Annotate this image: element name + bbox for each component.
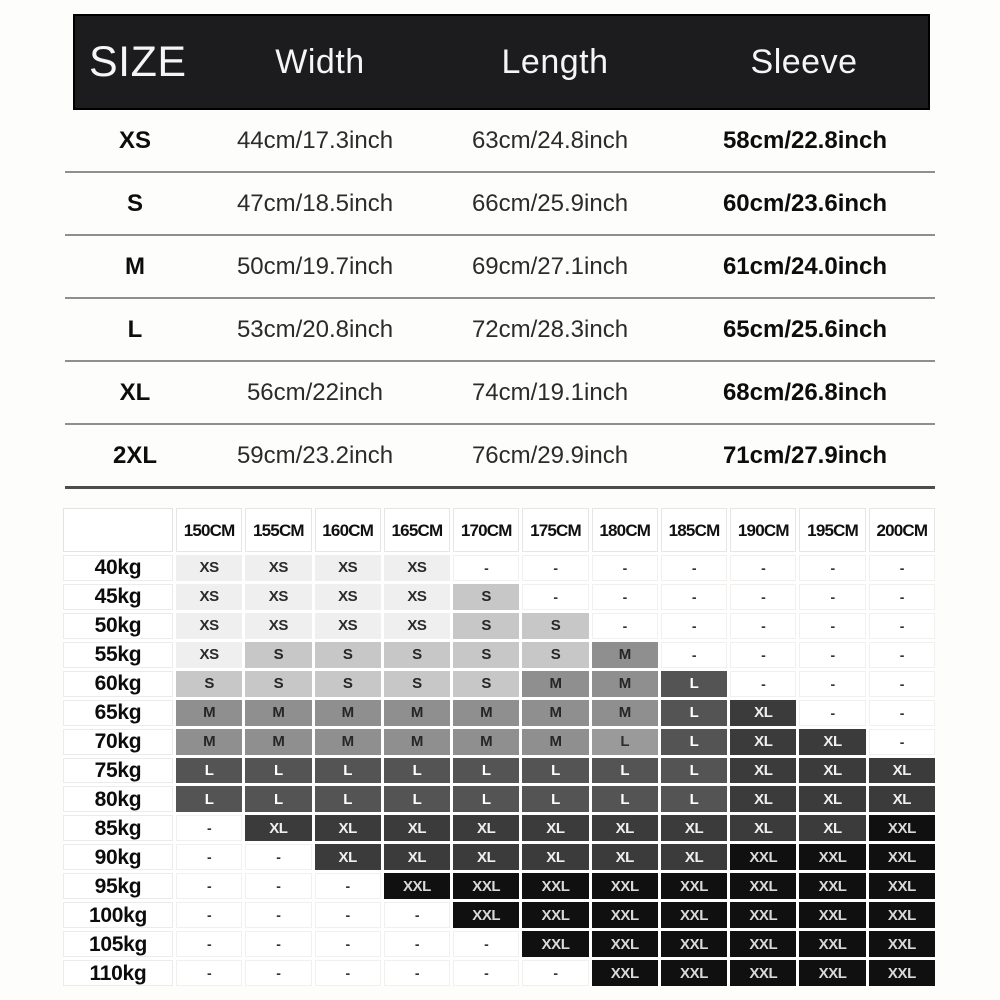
length-value: 72cm/28.3inch <box>471 315 629 343</box>
matrix-cell-empty: - <box>661 555 727 581</box>
matrix-cell-size: XL <box>869 786 935 812</box>
size-table-header-bar <box>73 14 930 110</box>
matrix-cell-size: XL <box>799 815 865 841</box>
matrix-cell-size: S <box>176 671 242 697</box>
matrix-weight-label: 65kg <box>63 700 173 726</box>
matrix-cell-empty: - <box>869 555 935 581</box>
matrix-height-header: 165CM <box>384 508 450 552</box>
matrix-cell-size: L <box>176 786 242 812</box>
header-width: Width <box>275 42 365 81</box>
matrix-cell-empty: - <box>245 902 311 928</box>
matrix-cell-empty: - <box>799 671 865 697</box>
matrix-cell-size: XS <box>176 555 242 581</box>
matrix-cell-size: XS <box>176 584 242 610</box>
matrix-weight-label: 75kg <box>63 758 173 784</box>
matrix-cell-size: XXL <box>661 931 727 957</box>
matrix-cell-size: S <box>453 642 519 668</box>
matrix-cell-empty: - <box>453 960 519 986</box>
matrix-cell-empty: - <box>176 902 242 928</box>
matrix-height-header: 155CM <box>245 508 311 552</box>
matrix-cell-size: XS <box>315 613 381 639</box>
matrix-cell-empty: - <box>661 642 727 668</box>
matrix-cell-size: L <box>384 786 450 812</box>
matrix-cell-empty: - <box>315 931 381 957</box>
matrix-cell-size: L <box>245 786 311 812</box>
matrix-cell-size: M <box>315 700 381 726</box>
matrix-cell-empty: - <box>730 642 796 668</box>
matrix-cell-size: XXL <box>661 960 727 986</box>
header-length: Length <box>501 42 609 81</box>
matrix-cell-size: XL <box>384 844 450 870</box>
size-spec-row <box>65 362 935 425</box>
matrix-height-header: 160CM <box>315 508 381 552</box>
matrix-cell-empty: - <box>176 873 242 899</box>
matrix-cell-size: M <box>453 729 519 755</box>
matrix-cell-size: XL <box>661 844 727 870</box>
matrix-cell-size: XXL <box>799 931 865 957</box>
matrix-cell-size: XXL <box>661 873 727 899</box>
matrix-cell-size: XL <box>592 815 658 841</box>
matrix-weight-label: 45kg <box>63 584 173 610</box>
matrix-cell-size: XL <box>730 729 796 755</box>
matrix-cell-size: XXL <box>799 873 865 899</box>
matrix-cell-size: XXL <box>869 931 935 957</box>
matrix-cell-empty: - <box>522 555 588 581</box>
matrix-cell-size: L <box>661 758 727 784</box>
matrix-cell-size: L <box>592 729 658 755</box>
sleeve-value: 68cm/26.8inch <box>722 378 888 406</box>
matrix-cell-empty: - <box>176 815 242 841</box>
matrix-cell-size: XL <box>522 815 588 841</box>
matrix-cell-empty: - <box>730 584 796 610</box>
width-value: 59cm/23.2inch <box>236 441 394 469</box>
matrix-cell-size: M <box>245 700 311 726</box>
length-value: 63cm/24.8inch <box>471 126 629 154</box>
matrix-cell-empty: - <box>384 902 450 928</box>
matrix-cell-size: XXL <box>799 844 865 870</box>
matrix-cell-size: XL <box>869 758 935 784</box>
matrix-cell-size: XXL <box>730 960 796 986</box>
matrix-cell-size: XXL <box>730 873 796 899</box>
matrix-cell-size: XXL <box>453 902 519 928</box>
matrix-cell-size: XXL <box>869 902 935 928</box>
matrix-cell-empty: - <box>799 642 865 668</box>
matrix-weight-label: 80kg <box>63 786 173 812</box>
matrix-cell-empty: - <box>869 642 935 668</box>
matrix-cell-size: XXL <box>522 931 588 957</box>
matrix-cell-size: S <box>453 671 519 697</box>
matrix-cell-size: XL <box>730 758 796 784</box>
matrix-cell-empty: - <box>869 671 935 697</box>
matrix-cell-size: S <box>245 671 311 697</box>
matrix-cell-size: S <box>315 642 381 668</box>
matrix-height-header: 185CM <box>661 508 727 552</box>
size-spec-table <box>65 110 935 489</box>
matrix-cell-size: S <box>384 642 450 668</box>
matrix-cell-size: L <box>592 786 658 812</box>
matrix-cell-empty: - <box>799 555 865 581</box>
size-label: XL <box>119 378 151 406</box>
matrix-weight-label: 90kg <box>63 844 173 870</box>
size-spec-row <box>65 110 935 173</box>
matrix-cell-size: L <box>315 758 381 784</box>
matrix-cell-empty: - <box>245 931 311 957</box>
matrix-height-header: 170CM <box>453 508 519 552</box>
size-label: 2XL <box>112 441 157 469</box>
header-sleeve: Sleeve <box>750 42 858 81</box>
matrix-cell-size: L <box>661 729 727 755</box>
matrix-cell-size: L <box>661 700 727 726</box>
matrix-height-header: 180CM <box>592 508 658 552</box>
size-label: M <box>125 252 145 280</box>
width-value: 47cm/18.5inch <box>236 189 394 217</box>
matrix-cell-size: XXL <box>799 960 865 986</box>
sleeve-value: 60cm/23.6inch <box>722 189 888 217</box>
matrix-cell-size: XXL <box>592 931 658 957</box>
matrix-cell-size: S <box>245 642 311 668</box>
matrix-cell-size: M <box>522 700 588 726</box>
size-label: XS <box>118 126 151 154</box>
matrix-cell-size: XS <box>315 584 381 610</box>
matrix-cell-size: XXL <box>869 815 935 841</box>
matrix-cell-size: XS <box>384 584 450 610</box>
matrix-cell-size: S <box>315 671 381 697</box>
matrix-weight-label: 95kg <box>63 873 173 899</box>
matrix-cell-empty: - <box>522 960 588 986</box>
matrix-cell-size: XS <box>176 642 242 668</box>
matrix-cell-size: XXL <box>453 873 519 899</box>
matrix-cell-empty: - <box>245 960 311 986</box>
matrix-cell-size: S <box>453 613 519 639</box>
matrix-cell-size: XL <box>592 844 658 870</box>
matrix-cell-size: XL <box>384 815 450 841</box>
matrix-cell-size: XXL <box>384 873 450 899</box>
matrix-cell-size: XL <box>453 844 519 870</box>
matrix-cell-size: XL <box>315 815 381 841</box>
sleeve-value: 65cm/25.6inch <box>722 315 888 343</box>
matrix-cell-size: M <box>522 729 588 755</box>
matrix-weight-label: 60kg <box>63 671 173 697</box>
matrix-cell-size: L <box>661 671 727 697</box>
matrix-cell-size: XXL <box>661 902 727 928</box>
matrix-cell-empty: - <box>869 613 935 639</box>
matrix-cell-size: S <box>384 671 450 697</box>
matrix-cell-size: XL <box>245 815 311 841</box>
matrix-cell-size: XXL <box>592 902 658 928</box>
matrix-cell-empty: - <box>384 960 450 986</box>
matrix-cell-size: M <box>176 729 242 755</box>
matrix-cell-size: XXL <box>799 902 865 928</box>
size-label: S <box>126 189 143 217</box>
matrix-cell-size: L <box>384 758 450 784</box>
matrix-cell-size: M <box>176 700 242 726</box>
matrix-cell-size: XL <box>799 786 865 812</box>
matrix-cell-size: XL <box>799 758 865 784</box>
matrix-cell-size: XS <box>384 555 450 581</box>
matrix-cell-size: M <box>592 642 658 668</box>
matrix-cell-empty: - <box>592 584 658 610</box>
matrix-cell-empty: - <box>730 555 796 581</box>
matrix-cell-size: L <box>245 758 311 784</box>
sleeve-value: 61cm/24.0inch <box>722 252 888 280</box>
matrix-cell-empty: - <box>799 613 865 639</box>
matrix-cell-size: S <box>453 584 519 610</box>
matrix-cell-empty: - <box>661 613 727 639</box>
sleeve-value: 58cm/22.8inch <box>722 126 888 154</box>
matrix-cell-empty: - <box>245 873 311 899</box>
size-spec-row <box>65 425 935 489</box>
size-spec-row <box>65 299 935 362</box>
matrix-cell-empty: - <box>869 729 935 755</box>
matrix-cell-empty: - <box>453 931 519 957</box>
matrix-cell-size: XXL <box>869 960 935 986</box>
width-value: 44cm/17.3inch <box>236 126 394 154</box>
matrix-cell-size: XXL <box>869 873 935 899</box>
matrix-height-header: 190CM <box>730 508 796 552</box>
matrix-cell-size: XXL <box>730 902 796 928</box>
matrix-cell-empty: - <box>799 700 865 726</box>
matrix-cell-size: XL <box>661 815 727 841</box>
matrix-cell-size: XL <box>799 729 865 755</box>
matrix-height-header: 150CM <box>176 508 242 552</box>
matrix-cell-empty: - <box>661 584 727 610</box>
matrix-cell-size: XS <box>315 555 381 581</box>
matrix-cell-empty: - <box>730 671 796 697</box>
size-spec-row <box>65 173 935 236</box>
matrix-cell-empty: - <box>315 873 381 899</box>
matrix-cell-empty: - <box>869 700 935 726</box>
matrix-cell-size: M <box>384 729 450 755</box>
matrix-cell-size: XS <box>384 613 450 639</box>
matrix-height-header: 175CM <box>522 508 588 552</box>
matrix-cell-size: M <box>315 729 381 755</box>
matrix-weight-label: 70kg <box>63 729 173 755</box>
matrix-cell-empty: - <box>869 584 935 610</box>
matrix-cell-size: S <box>522 613 588 639</box>
sleeve-value: 71cm/27.9inch <box>722 441 888 469</box>
matrix-cell-size: M <box>592 671 658 697</box>
matrix-cell-empty: - <box>522 584 588 610</box>
matrix-height-header: 195CM <box>799 508 865 552</box>
matrix-weight-label: 105kg <box>63 931 173 957</box>
width-value: 50cm/19.7inch <box>236 252 394 280</box>
matrix-cell-size: M <box>592 700 658 726</box>
matrix-cell-size: M <box>384 700 450 726</box>
matrix-cell-empty: - <box>245 844 311 870</box>
matrix-cell-size: M <box>245 729 311 755</box>
matrix-weight-label: 110kg <box>63 960 173 986</box>
matrix-cell-empty: - <box>176 931 242 957</box>
matrix-weight-label: 100kg <box>63 902 173 928</box>
length-value: 66cm/25.9inch <box>471 189 629 217</box>
matrix-height-header: 200CM <box>869 508 935 552</box>
matrix-cell-size: XS <box>245 555 311 581</box>
matrix-cell-size: L <box>453 758 519 784</box>
matrix-cell-empty: - <box>176 960 242 986</box>
matrix-cell-size: XXL <box>522 873 588 899</box>
matrix-cell-size: XL <box>315 844 381 870</box>
matrix-cell-size: XXL <box>522 902 588 928</box>
matrix-cell-size: S <box>522 642 588 668</box>
matrix-cell-empty: - <box>315 902 381 928</box>
matrix-cell-size: L <box>315 786 381 812</box>
matrix-weight-label: 50kg <box>63 613 173 639</box>
size-spec-row <box>65 236 935 299</box>
matrix-cell-size: XL <box>730 786 796 812</box>
length-value: 69cm/27.1inch <box>471 252 629 280</box>
header-size: SIZE <box>89 37 187 86</box>
matrix-cell-empty: - <box>592 555 658 581</box>
matrix-cell-size: XS <box>245 613 311 639</box>
matrix-cell-size: XL <box>730 815 796 841</box>
matrix-corner-cell <box>63 508 173 552</box>
matrix-cell-size: XS <box>245 584 311 610</box>
matrix-cell-size: XL <box>730 700 796 726</box>
width-value: 56cm/22inch <box>246 378 384 406</box>
width-value: 53cm/20.8inch <box>236 315 394 343</box>
matrix-cell-size: XXL <box>730 844 796 870</box>
matrix-cell-empty: - <box>176 844 242 870</box>
matrix-cell-size: M <box>453 700 519 726</box>
matrix-cell-size: L <box>522 758 588 784</box>
matrix-cell-size: M <box>522 671 588 697</box>
size-label: L <box>127 315 143 343</box>
matrix-cell-size: XL <box>453 815 519 841</box>
matrix-cell-size: L <box>522 786 588 812</box>
matrix-cell-empty: - <box>384 931 450 957</box>
matrix-cell-size: XXL <box>592 873 658 899</box>
matrix-cell-empty: - <box>799 584 865 610</box>
matrix-cell-size: XXL <box>592 960 658 986</box>
length-value: 74cm/19.1inch <box>471 378 629 406</box>
matrix-cell-size: XL <box>522 844 588 870</box>
fit-matrix-table <box>63 508 935 986</box>
matrix-weight-label: 55kg <box>63 642 173 668</box>
matrix-cell-size: XXL <box>730 931 796 957</box>
matrix-cell-size: L <box>453 786 519 812</box>
matrix-cell-empty: - <box>315 960 381 986</box>
matrix-cell-size: L <box>176 758 242 784</box>
matrix-weight-label: 40kg <box>63 555 173 581</box>
matrix-cell-size: L <box>661 786 727 812</box>
matrix-cell-empty: - <box>453 555 519 581</box>
matrix-weight-label: 85kg <box>63 815 173 841</box>
matrix-cell-size: XXL <box>869 844 935 870</box>
length-value: 76cm/29.9inch <box>471 441 629 469</box>
matrix-cell-size: L <box>592 758 658 784</box>
matrix-cell-empty: - <box>592 613 658 639</box>
matrix-cell-empty: - <box>730 613 796 639</box>
matrix-cell-size: XS <box>176 613 242 639</box>
